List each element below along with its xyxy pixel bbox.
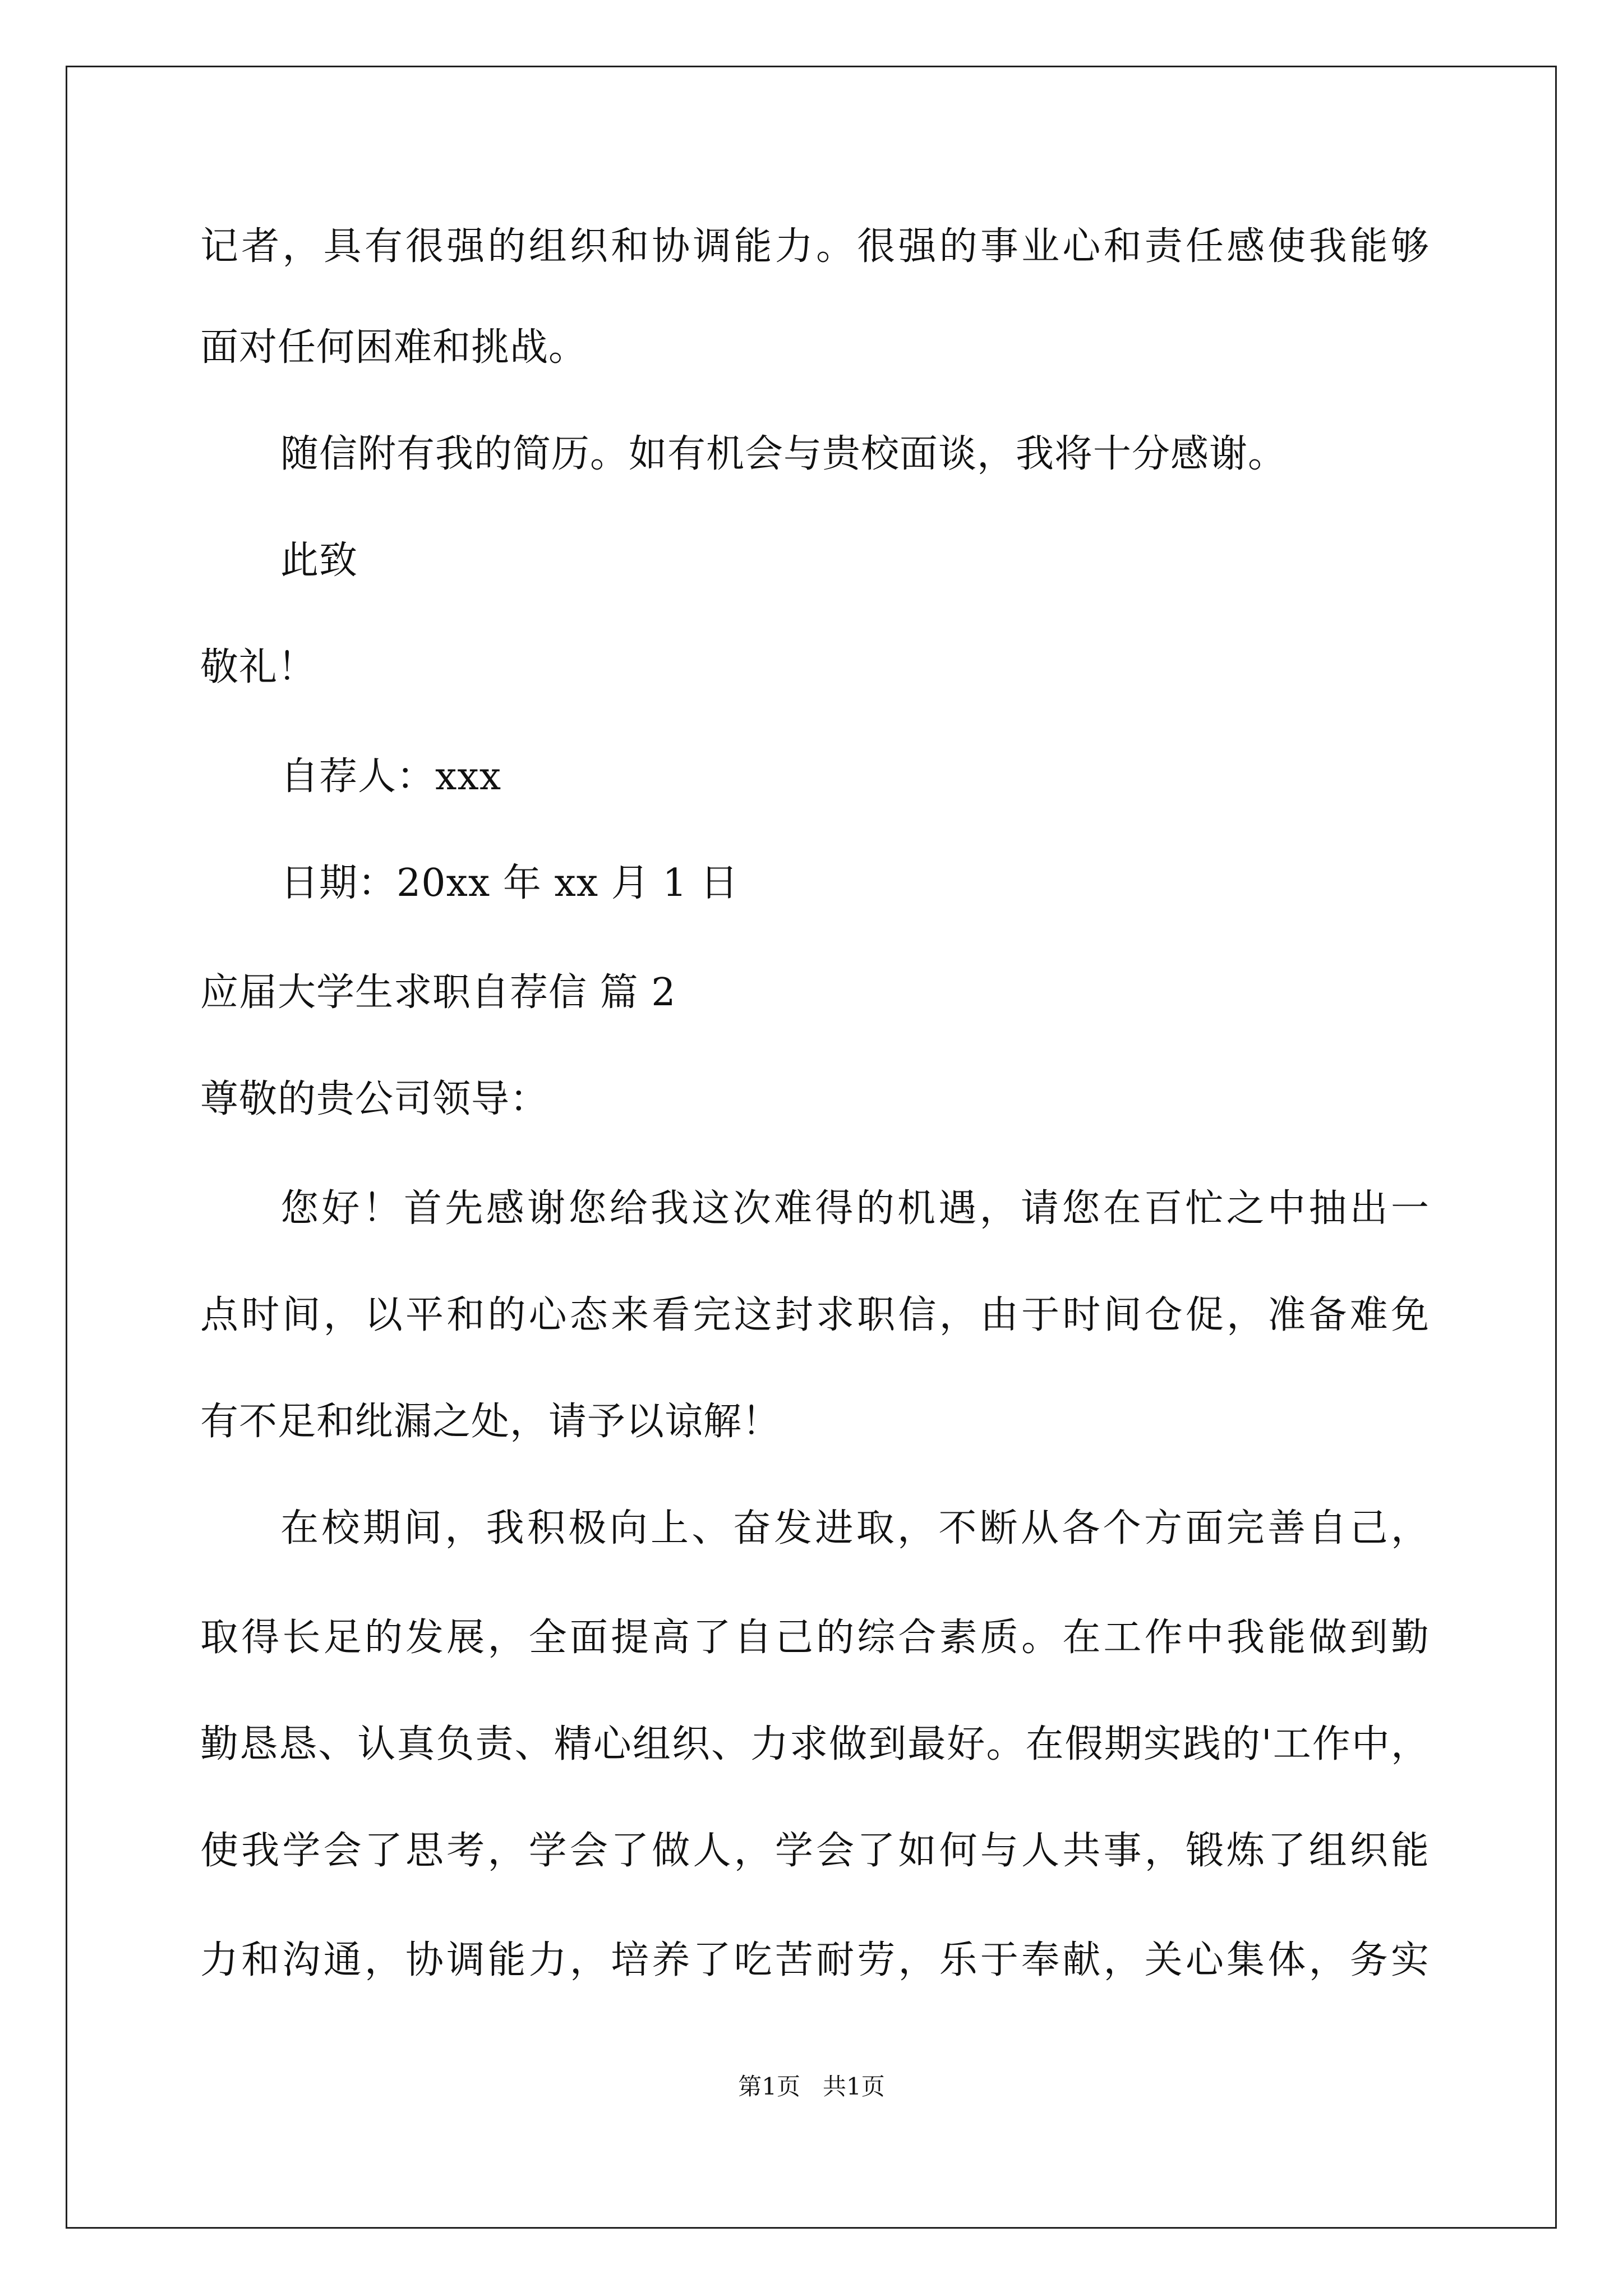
closing-regards: 敬礼！: [200, 645, 317, 689]
date-line: 日期：20xx 年 xx 月 1 日: [280, 861, 739, 905]
paragraph-line: 使我学会了思考，学会了做人，学会了如何与人共事，锻炼了组织能: [200, 1829, 1430, 1873]
paragraph-line: 您好！首先感谢您给我这次难得的机遇，请您在百忙之中抽出一: [280, 1186, 1430, 1231]
paragraph-line: 勤恳恳、认真负责、精心组织、力求做到最好。在假期实践的'工作中，: [200, 1722, 1430, 1766]
letter-greeting: 尊敬的贵公司领导：: [200, 1077, 549, 1121]
signature-line: 自荐人：xxx: [280, 754, 502, 799]
paragraph-line: 力和沟通，协调能力，培养了吃苦耐劳，乐于奉献，关心集体，务实: [200, 1938, 1430, 1982]
paragraph-line: 点时间，以平和的心态来看完这封求职信，由于时间仓促，准备难免: [200, 1293, 1430, 1337]
paragraph-line: 取得长足的发展，全面提高了自己的综合素质。在工作中我能做到勤: [200, 1616, 1430, 1660]
page-border: [66, 66, 1557, 2229]
paragraph-line: 记者，具有很强的组织和协调能力。很强的事业心和责任感使我能够: [200, 224, 1430, 269]
paragraph-line: 有不足和纰漏之处，请予以谅解！: [200, 1400, 781, 1444]
closing-salutation: 此致: [280, 539, 358, 583]
section-heading: 应届大学生求职自荐信 篇 2: [200, 970, 676, 1015]
page-number-footer: 第1页 共1页: [738, 2073, 885, 2100]
paragraph-line: 在校期间，我积极向上、奋发进取，不断从各个方面完善自己，: [280, 1506, 1430, 1550]
paragraph-line: 面对任何困难和挑战。: [200, 325, 588, 370]
paragraph-line: 随信附有我的简历。如有机会与贵校面谈，我将十分感谢。: [280, 432, 1287, 476]
